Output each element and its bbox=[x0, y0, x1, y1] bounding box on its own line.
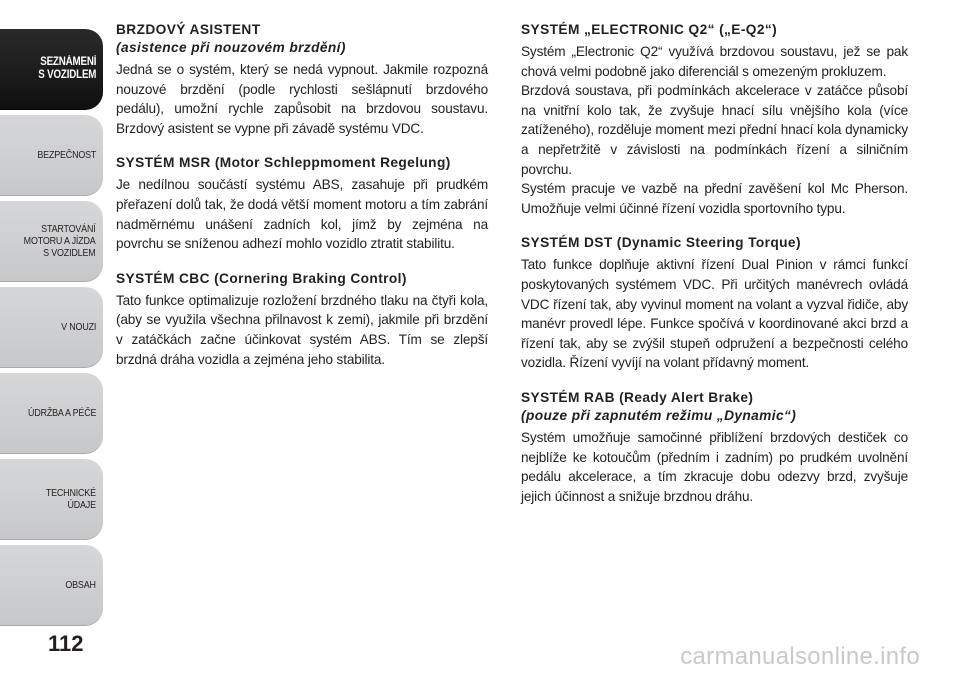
section-subtitle: (asistence při nouzovém brzdění) bbox=[116, 39, 346, 55]
section-title bbox=[116, 20, 481, 56]
section-subtitle: (pouze při zapnutém režimu „Dynamic“) bbox=[521, 406, 797, 423]
paragraph: Systém pracuje ve vazbě na přední zavěšení kol Mc Pherson. Umožňuje velmi účinné řízení vozidla sportovního typu. bbox=[521, 181, 908, 216]
title-text: BRZDOVÝ ASISTENT bbox=[116, 21, 261, 37]
left-column bbox=[116, 20, 488, 384]
section-title: SYSTÉM „ELECTRONIC Q2“ („E-Q2“) bbox=[521, 21, 778, 37]
watermark: carmanualsonline.info bbox=[680, 643, 920, 670]
tab-seznameni-s-vozidlem[interactable] bbox=[0, 28, 103, 110]
tab-v-nouzi[interactable] bbox=[0, 286, 103, 368]
tab-obsah[interactable] bbox=[0, 544, 103, 626]
paragraph: Tato funkce doplňuje aktivní řízení Dual Pinion v rámci funkcí poskytovaných systémem VDC. Při určitých manévrech ovládá VDC řízení tak, aby vyvinul moment na volant a vyzval řidiče, aby manévr provedl lépe. Funkce spočívá v koordinované akci brzd a řízení tak, aby se zvýšil stupeň odpružení a bezpečnosti celého vozidla. Řízení vyvíjí na volant přídavný moment. bbox=[521, 257, 908, 371]
paragraph: Tato funkce optimalizuje rozložení brzdného tlaku na čtyři kola, (aby se využila všechna přilnavost k zemi), jakmile při brzdění v zatáčkách začne účinkovat systém ABS. Tím se zlepší brzdná dráha vozidla a zejména jeho stabilita. bbox=[116, 292, 488, 367]
section-title: SYSTÉM DST (Dynamic Steering Torque) bbox=[521, 234, 801, 251]
tab-udrzba-a-pece[interactable] bbox=[0, 372, 103, 454]
section-title: SYSTÉM MSR (Motor Schleppmoment Regelung) bbox=[116, 154, 451, 171]
tab-label: BEZPEČNOST bbox=[37, 149, 96, 161]
page-number: 112 bbox=[48, 631, 84, 656]
paragraph: Jedná se o systém, který se nedá vypnout. Jakmile rozpozná nouzové brzdění (podle rychlosti sešlápnutí brzdového pedálu), umožní rychle zapůsobit na brzdovou soustavu. Brzdový asistent se vypne při závadě systému VDC. bbox=[116, 62, 488, 136]
tab-label: V NOUZI bbox=[60, 321, 96, 333]
paragraph: Je nedílnou součástí systému ABS, zasahuje při prudkém přeřazení dolů tak, že dodá větší moment motoru a tím zabrání nadměrnému unášení zadních kol, jímž by zejména na povrchu se sníženou adhezí mohlo vozidlo ztratit stabilitu. bbox=[116, 177, 488, 252]
tab-label: OBSAH bbox=[65, 579, 96, 591]
right-column bbox=[521, 20, 908, 521]
section-title bbox=[521, 388, 900, 424]
tab-technicke-udaje[interactable] bbox=[0, 458, 103, 540]
tab-label: SEZNÁMENÍ S VOZIDLEM bbox=[37, 56, 96, 81]
paragraph: Systém „Electronic Q2“ využívá brzdovou soustavu, jež se pak chová velmi podobně jako diferenciál s omezeným prokluzem. bbox=[521, 44, 908, 79]
paragraph: Systém umožňuje samočinné přiblížení brzdových destiček co nejblíže ke kotoučům (předním i zadním) po prudkém uvolnění pedálu akcelerace, a tím zkracuje dobu odezvy brzd, zvyšuje jejich účinnost a snižuje brzdnou dráhu. bbox=[521, 429, 908, 504]
tab-label: ÚDRŽBA A PÉČE bbox=[27, 407, 96, 419]
tab-label: TECHNICKÉ ÚDAJE bbox=[45, 487, 96, 511]
tab-label: STARTOVÁNÍ MOTORU A JÍZDA S VOZIDLEM bbox=[24, 223, 96, 259]
section-title: SYSTÉM CBC (Cornering Braking Control) bbox=[116, 269, 407, 286]
tab-startovani[interactable] bbox=[0, 200, 103, 282]
tab-bezpecnost[interactable] bbox=[0, 114, 103, 196]
paragraph: Brzdová soustava, při podmínkách akcelerace v zatáčce působí na vnitřní kolo tak, že zvyšuje hnací sílu vnějšího kola (více zatíženého), rozděluje moment mezi přední hnací kola dynamicky a nepřetržitě v závislosti na podmínkách řízení a silničním povrchu. bbox=[521, 83, 908, 177]
title-text: SYSTÉM RAB (Ready Alert Brake) bbox=[521, 388, 754, 405]
